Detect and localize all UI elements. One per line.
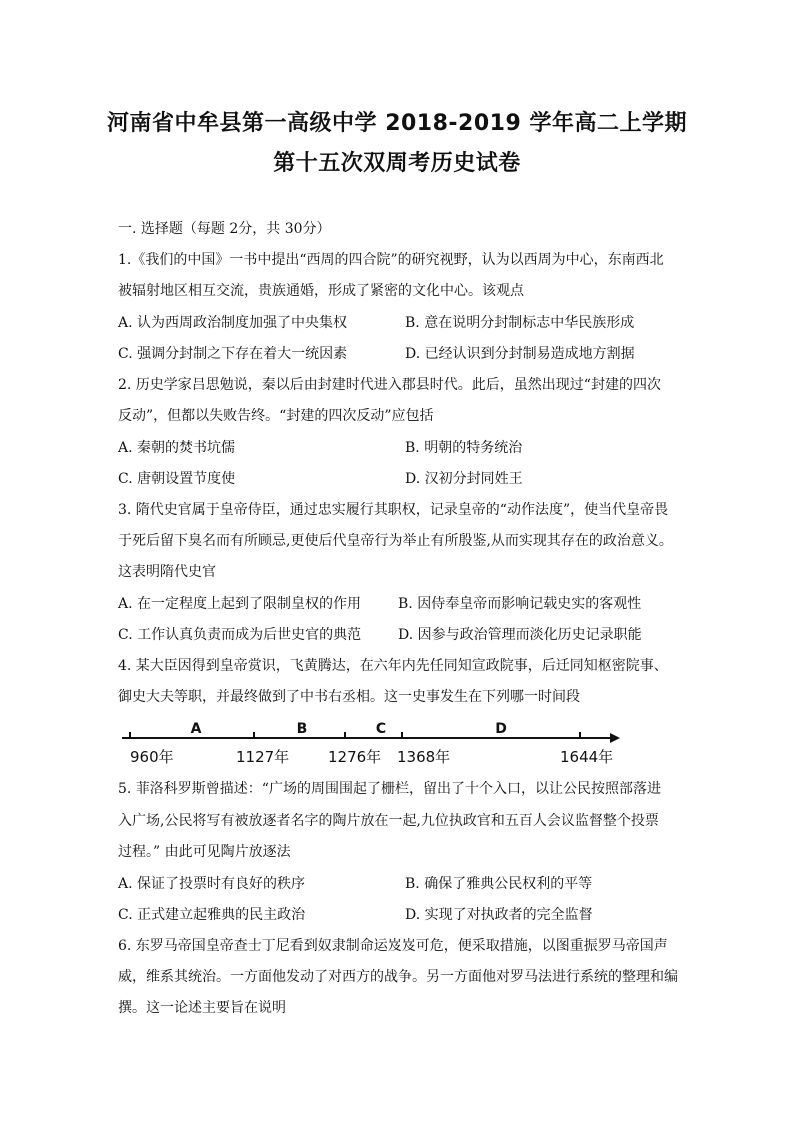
q2-stem-line-2: 反动”，但都以失败告终。“封建的四次反动”应包括 [118,408,434,424]
tick-label-960: 960年 [130,748,174,766]
q3-option-d: D. 因参与政治管理而淡化历史记录职能 [398,627,642,643]
q1-option-b: B. 意在说明分封制标志中华民族形成 [405,315,635,331]
tick-label-1276: 1276年 [328,748,382,766]
q5-option-a: A. 保证了投票时有良好的秩序 [118,876,306,892]
q3-stem-line-3: 这表明隋代史官 [118,564,216,580]
q1-option-d: D. 已经认识到分封制易造成地方割据 [405,346,635,362]
q2-option-b: B. 明朝的特务统治 [405,440,523,456]
q3-stem-line-1: 3. 隋代史官属于皇帝侍臣，通过忠实履行其职权，记录皇帝的“动作法度”，使当代皇帝畏 [118,502,669,518]
segment-label-d: D [495,721,507,737]
q5-option-d: D. 实现了对执政者的完全监督 [405,907,593,923]
q5-stem-line-1: 5. 菲洛科罗斯曾描述：“广场的周围围起了栅栏，留出了十个入口，以让公民按照部落进 [118,781,661,797]
segment-label-c: C [375,721,387,737]
q6-stem-line-3: 撰。这一论述主要旨在说明 [118,1000,286,1016]
q1-stem-line-1: 1.《我们的中国》一书中提出“西周的四合院”的研究视野，认为以西周为中心，东南西北 [118,252,664,268]
tick-label-1127: 1127年 [236,748,290,766]
segment-label-b: B [296,721,308,737]
exam-subtitle: 第十五次双周考历史试卷 [273,151,521,176]
q5-option-c: C. 正式建立起雅典的民主政治 [118,907,306,923]
q2-stem-line-1: 2. 历史学家吕思勉说，秦以后由封建时代进入郡县时代。此后，虽然出现过“封建的四次 [118,377,661,393]
q1-option-a: A. 认为西周政治制度加强了中央集权 [118,315,348,331]
q3-option-c: C. 工作认真负责而成为后世史官的典范 [118,627,362,643]
q2-option-a: A. 秦朝的焚书坑儒 [118,440,236,456]
timeline-arrowhead [610,733,620,743]
exam-title: 河南省中牟县第一高级中学 2018-2019 学年高二上学期 [107,111,687,136]
q3-option-a: A. 在一定程度上起到了限制皇权的作用 [118,596,362,612]
q3-stem-line-2: 于死后留下臭名而有所顾忌,更使后代皇帝行为举止有所殷鉴,从而实现其存在的政治意义。 [118,533,673,549]
tick-label-1368: 1368年 [397,748,451,766]
q4-stem-line-2: 御史大夫等职，并最终做到了中书右丞相。这一史事发生在下列哪一时间段 [118,689,580,705]
q5-stem-line-3: 过程。” 由此可见陶片放逐法 [118,844,291,860]
segment-label-a: A [190,721,202,737]
q5-stem-line-2: 入广场,公民将写有被放逐者名字的陶片放在一起,九位执政官和五百人会议监督整个投票 [118,813,659,829]
q2-option-d: D. 汉初分封同姓王 [405,471,523,487]
q3-option-b: B. 因侍奉皇帝而影响记载史实的客观性 [398,596,642,612]
q1-option-c: C. 强调分封制之下存在着大一统因素 [118,346,348,362]
q5-option-b: B. 确保了雅典公民权利的平等 [405,876,593,892]
q4-stem-line-1: 4. 某大臣因得到皇帝赏识，飞黄腾达，在六年内先任同知宣政院事，后迁同知枢密院事、 [118,658,668,674]
q2-option-c: C. 唐朝设置节度使 [118,471,236,487]
q1-stem-line-2: 被辐射地区相互交流，贵族通婚，形成了紧密的文化中心。该观点 [118,283,524,299]
q6-stem-line-2: 威，维系其统治。一方面他发动了对西方的战争。另一方面他对罗马法进行系统的整理和编 [118,969,678,985]
q6-stem-line-1: 6. 东罗马帝国皇帝查士丁尼看到奴隶制命运岌岌可危，便采取措施，以图重振罗马帝国声 [118,938,668,954]
tick-label-1644: 1644年 [560,748,614,766]
section-heading: 一. 选择题（每题 2分，共 30分） [118,221,331,237]
timeline-diagram [118,714,638,774]
